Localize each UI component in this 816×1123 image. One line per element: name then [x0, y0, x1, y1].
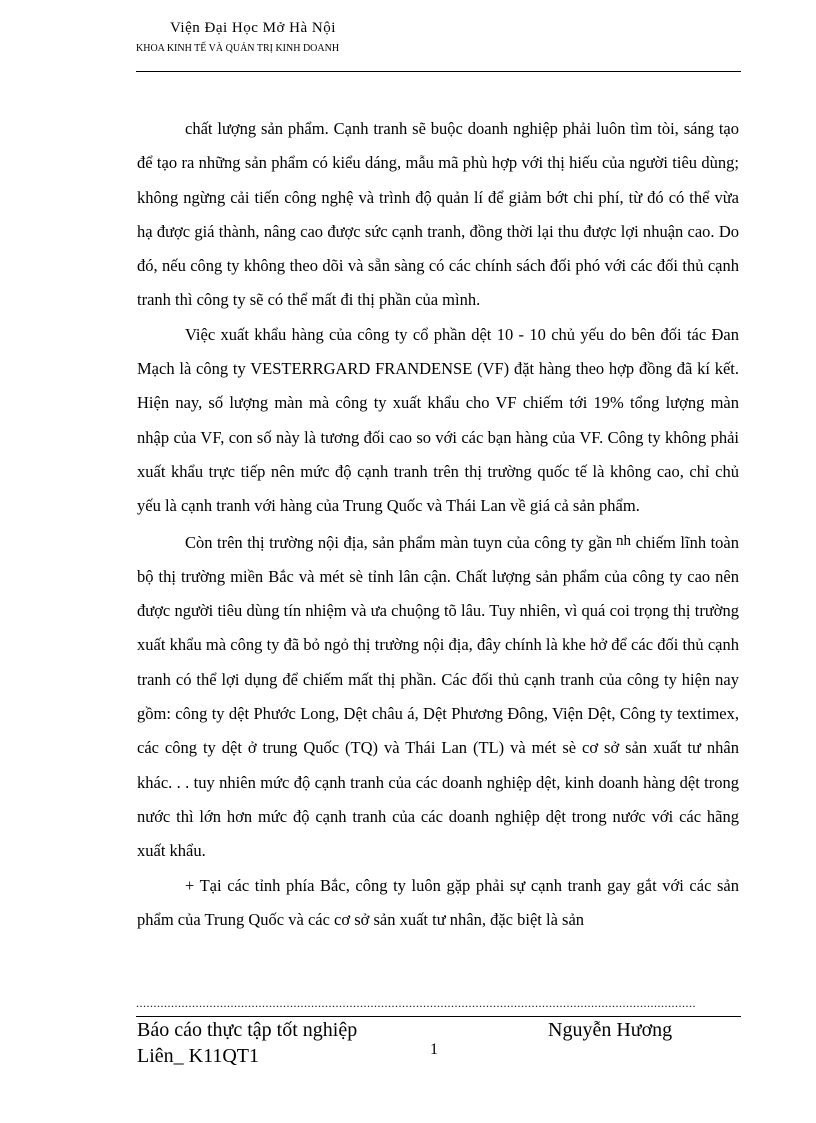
- student-class: Liên_ K11QT1: [137, 1045, 260, 1067]
- paragraph-1: chất lượng sản phẩm. Cạnh tranh sẽ buộc doanh nghiệp phải luôn tìm tòi, sáng tạo để tạo ra những sản phẩm có kiểu dáng, mẫu mã phù hợp với thị hiếu của người tiêu dùng; không ngừng cải tiến công nghệ và trình độ quản lí để giảm bớt chi phí, từ đó có thể vừa hạ được giá thành, nâng cao được sức cạnh tranh, đồng thời lại thu được lợi nhuận cao. Do đó, nếu công ty không theo dõi và sẵn sàng có các chính sách đối phó với các đối thủ cạnh tranh thì công ty sẽ có thể mất đi thị phần của mình.: [137, 119, 739, 310]
- author-name: Nguyễn Hương: [548, 1019, 673, 1041]
- report-title: Báo cáo thực tập tốt nghiệp: [137, 1019, 358, 1041]
- paragraph-2: Việc xuất khẩu hàng của công ty cổ phần dệt 10 - 10 chủ yếu do bên đối tác Đan Mạch là công ty VESTERRGARD FRANDENSE (VF) đặt hàng theo hợp đồng đã kí kết. Hiện nay, số lượng màn mà công ty xuất khẩu cho VF chiếm tới 19% tổng lượng màn nhập của VF, con số này là tương đối cao so với các bạn hàng của VF. Công ty không phải xuất khẩu trực tiếp nên mức độ cạnh tranh trên thị trường quốc tế là không cao, chỉ chủ yếu là cạnh tranh với hàng của Trung Quốc và Thái Lan về giá cả sản phẩm.: [137, 324, 739, 516]
- page-number: 1: [430, 1041, 438, 1058]
- paragraph-3-text: Còn trên thị trường nội địa, sản phẩm màn tuyn của công ty gần: [185, 532, 613, 552]
- footer-dotted-line: ................................................................................................................................................................: [136, 996, 696, 1010]
- faculty-name: KHOA KINH TẾ VÀ QUẢN TRỊ KINH DOANH: [136, 43, 340, 54]
- paragraph-4: + Tại các tỉnh phía Bắc, công ty luôn gặp phải sự cạnh tranh gay gắt với các sản phẩm của Trung Quốc và các cơ sở sản xuất tư nhân, đặc biệt là sản: [137, 875, 739, 929]
- institute-name: Viện Đại Học Mở Hà Nội: [170, 20, 336, 36]
- paragraph-3: [137, 524, 739, 869]
- header-divider: [136, 71, 741, 72]
- footer-divider: [136, 1016, 741, 1017]
- inline-fragment: nh: [616, 532, 632, 549]
- paragraph-3-continued: chiếm lĩnh toàn bộ thị trường miền Bắc và mét sè tỉnh lân cận. Chất lượng sản phẩm của công ty cao nên được người tiêu dùng tín nhiệm và ưa chuộng tõ lâu. Tuy nhiên, vì quá coi trọng thị trường xuất khẩu mà công ty đã bỏ ngỏ thị trường nội địa, đây chính là khe hở để các đối thủ cạnh tranh có thể lợi dụng để chiếm mất thị phần. Các đối thủ cạnh tranh của công ty hiện nay gồm: công ty dệt Phước Long, Dệt châu á, Dệt Phương Đông, Viện Dệt, Công ty textimex, các công ty dệt ở trung Quốc (TQ) và Thái Lan (TL) và mét sè cơ sở sản xuất tư nhân khác. . . tuy nhiên mức độ cạnh tranh của các doanh nghiệp dệt, kinh doanh hàng dệt trong nước thì lớn hơn mức độ cạnh tranh của các doanh nghiệp dệt trong nước với các hãng xuất khẩu.: [137, 532, 740, 861]
- document-body: [137, 112, 739, 937]
